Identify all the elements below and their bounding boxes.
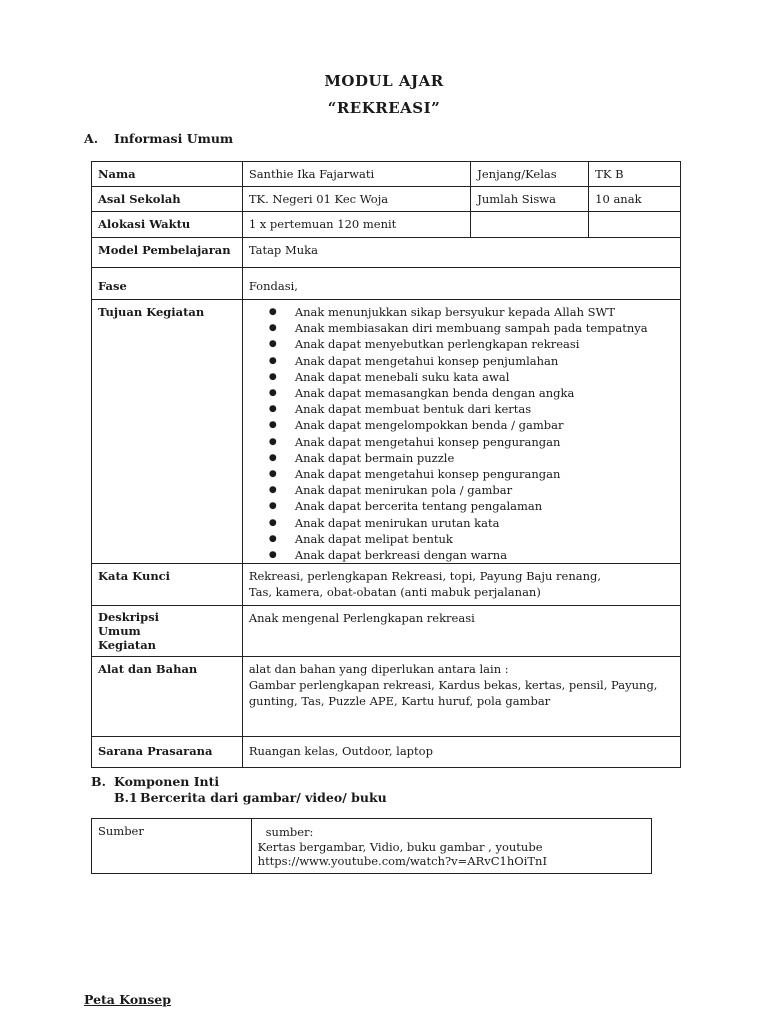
tujuan-item: ● Anak dapat menirukan urutan kata [295,515,674,531]
fase-label: Fase [92,268,243,300]
empty-cell [589,212,681,238]
sumber-link[interactable]: https://www.youtube.com/watch?v=ARvC1hOiTnI [257,854,548,868]
tujuan-item: ● Anak dapat mengelompokkan benda / gambar [295,417,674,433]
asal-sekolah-label: Asal Sekolah [92,187,243,212]
kata-kunci-line: Rekreasi, perlengkapan Rekreasi, topi, Payung Baju renang, [248,569,602,584]
tujuan-item: ● Anak dapat bermain puzzle [295,450,674,466]
deskripsi-value: Anak mengenal Perlengkapan rekreasi [242,606,680,657]
row-kata-kunci [92,564,681,606]
deskripsi-label-line: Deskripsi [98,610,160,625]
section-a-number: A. [84,131,99,146]
jenjang-label: Jenjang/Kelas [471,162,589,187]
sarana-prasarana-value: Ruangan kelas, Outdoor, laptop [242,737,680,768]
tujuan-kegiatan-label: Tujuan Kegiatan [92,300,243,564]
tujuan-item: ● Anak dapat melipat bentuk [295,531,674,547]
alokasi-waktu-label: Alokasi Waktu [92,212,243,238]
jumlah-siswa-value: 10 anak [589,187,681,212]
deskripsi-label-line: Umum [98,624,141,639]
row-sumber [92,819,652,874]
row-tujuan-kegiatan [92,300,681,564]
tujuan-list [249,304,674,563]
tujuan-item: ● Anak membiasakan diri membuang sampah pada tempatnya [295,320,674,336]
row-alat-bahan [92,657,681,737]
sumber-table [91,818,652,874]
document-title: MODUL AJAR [324,72,444,90]
tujuan-item: ● Anak dapat menirukan pola / gambar [295,482,674,498]
alat-bahan-line: alat dan bahan yang diperlukan antara lain : [248,662,509,677]
empty-cell [471,212,589,238]
alat-bahan-line: Gambar perlengkapan rekreasi, Kardus bekas, kertas, pensil, Payung, [248,678,658,693]
section-b-number: B. [91,774,106,789]
deskripsi-label-line: Kegiatan [98,638,157,653]
document-subtitle: “REKREASI” [327,99,441,117]
nama-label: Nama [92,162,243,187]
alokasi-waktu-value: 1 x pertemuan 120 menit [242,212,470,238]
tujuan-item: ● Anak dapat mengetahui konsep penjumlahan [295,353,674,369]
alat-bahan-value [242,657,680,737]
deskripsi-label [92,606,243,657]
tujuan-item: ● Anak dapat menyebutkan perlengkapan rekreasi [295,336,674,352]
row-deskripsi [92,606,681,657]
tujuan-item: ● Anak dapat mengetahui konsep pengurangan [295,466,674,482]
tujuan-item: ● Anak dapat menebali suku kata awal [295,369,674,385]
row-sarana-prasarana [92,737,681,768]
row-alokasi-waktu [92,212,681,238]
row-asal-sekolah [92,187,681,212]
informasi-umum-table [91,161,681,768]
model-pembelajaran-label: Model Pembelajaran [92,238,243,268]
kata-kunci-line: Tas, kamera, obat-obatan (anti mabuk perjalanan) [248,585,541,600]
kata-kunci-label: Kata Kunci [92,564,243,606]
tujuan-item: ● Anak dapat mengetahui konsep pengurangan [295,434,674,450]
alat-bahan-label: Alat dan Bahan [92,657,243,737]
fase-value: Fondasi, [242,268,680,300]
jumlah-siswa-label: Jumlah Siswa [471,187,589,212]
section-b1-heading: Bercerita dari gambar/ video/ buku [140,790,387,805]
tujuan-item: ● Anak dapat membuat bentuk dari kertas [295,401,674,417]
sumber-value [251,819,651,874]
tujuan-item: ● Anak dapat memasangkan benda dengan angka [295,385,674,401]
row-nama [92,162,681,187]
row-model-pembelajaran [92,238,681,268]
tujuan-item: ● Anak dapat bercerita tentang pengalaman [295,498,674,514]
nama-value: Santhie Ika Fajarwati [242,162,470,187]
section-a-heading: Informasi Umum [114,131,234,146]
model-pembelajaran-value: Tatap Muka [242,238,680,268]
sarana-prasarana-label: Sarana Prasarana [92,737,243,768]
tujuan-kegiatan-value [242,300,680,564]
jenjang-value: TK B [589,162,681,187]
section-b1-number: B.1 [114,790,138,805]
kata-kunci-value [242,564,680,606]
alat-bahan-line: gunting, Tas, Puzzle APE, Kartu huruf, pola gambar [248,694,551,709]
tujuan-item: ● Anak menunjukkan sikap bersyukur kepada Allah SWT [295,304,674,320]
row-fase [92,268,681,300]
peta-konsep-heading: Peta Konsep [84,992,171,1007]
section-b-heading: Komponen Inti [114,774,220,789]
sumber-line: sumber: [265,825,314,839]
tujuan-item: ● Anak dapat berkreasi dengan warna [295,547,674,563]
asal-sekolah-value: TK. Negeri 01 Kec Woja [242,187,470,212]
sumber-line: Kertas bergambar, Vidio, buku gambar , youtube [257,839,543,854]
sumber-label: Sumber [92,819,252,874]
